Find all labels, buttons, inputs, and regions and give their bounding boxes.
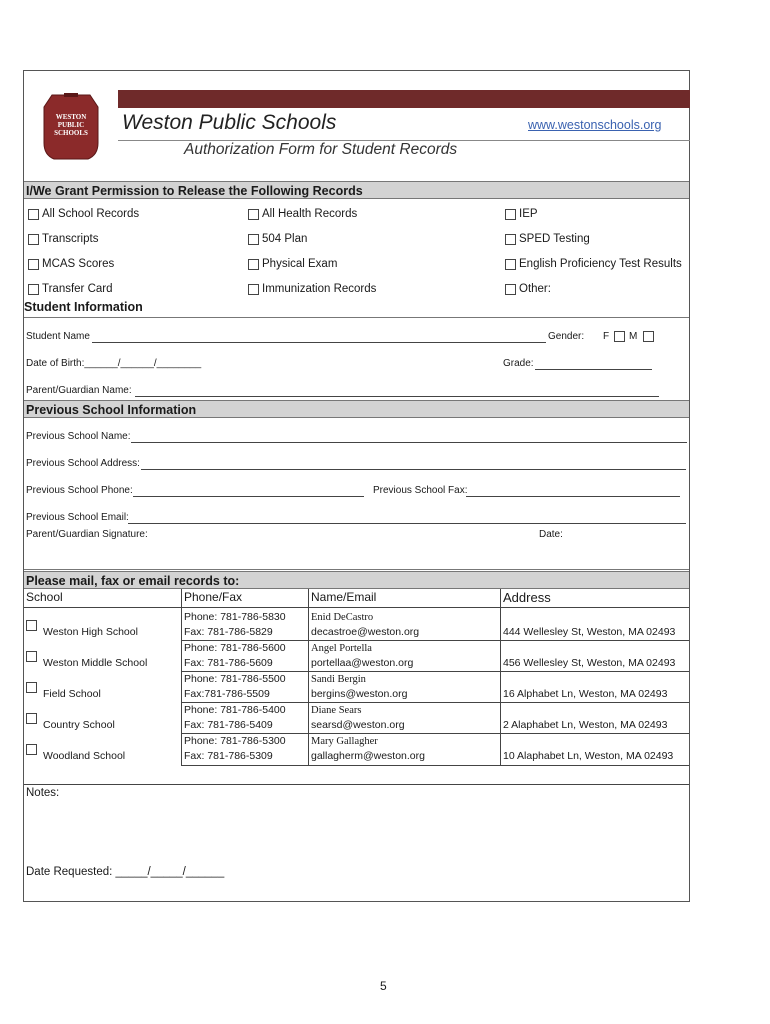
grade-label: Grade:: [503, 358, 534, 369]
table-header-rule: [24, 607, 689, 608]
signature-box-rule: [24, 569, 689, 570]
prev-school-name-field[interactable]: [131, 442, 687, 443]
record-checkbox[interactable]: [28, 209, 39, 220]
record-option-label: All School Records: [42, 208, 140, 220]
contact-email: searsd@weston.org: [311, 719, 405, 731]
school-phone: Phone: 781-786-5300: [184, 735, 286, 747]
table-bottom-rule: [181, 765, 689, 766]
prev-school-fax-field[interactable]: [466, 496, 680, 497]
gender-label: Gender:: [548, 331, 585, 342]
table-col-divider: [181, 589, 182, 766]
record-checkbox[interactable]: [248, 284, 259, 295]
table-col-divider: [500, 589, 501, 766]
record-checkbox[interactable]: [505, 259, 516, 270]
school-name: Weston High School: [43, 626, 138, 638]
school-fax: Fax: 781-786-5409: [184, 719, 273, 731]
school-checkbox[interactable]: [26, 620, 37, 631]
contact-email: gallagherm@weston.org: [311, 750, 425, 762]
form-frame-bottom: [23, 901, 690, 902]
signature-label: Parent/Guardian Signature:: [26, 529, 148, 540]
table-col-divider: [308, 589, 309, 766]
record-checkbox[interactable]: [505, 209, 516, 220]
prev-school-phone-label: Previous School Phone:: [26, 485, 133, 496]
record-checkbox[interactable]: [28, 259, 39, 270]
previous-school-heading: Previous School Information: [24, 400, 689, 418]
contact-email: portellaa@weston.org: [311, 657, 414, 669]
record-option-label: IEP: [519, 208, 538, 220]
page-number: 5: [380, 979, 387, 993]
contact-name: Angel Portella: [311, 643, 372, 654]
prev-school-fax-label: Previous School Fax:: [373, 485, 468, 496]
record-checkbox[interactable]: [248, 234, 259, 245]
student-info-rule: [24, 317, 689, 318]
header-color-bar: [118, 90, 690, 108]
signature-date-label: Date:: [539, 529, 563, 540]
school-address: 10 Alaphabet Ln, Weston, MA 02493: [503, 750, 674, 762]
record-option-label: English Proficiency Test Results: [519, 258, 682, 270]
record-option-label: 504 Plan: [262, 233, 308, 245]
record-option-label: MCAS Scores: [42, 258, 115, 270]
school-checkbox[interactable]: [26, 713, 37, 724]
school-checkbox[interactable]: [26, 744, 37, 755]
school-fax: Fax: 781-786-5309: [184, 750, 273, 762]
school-address: 456 Wellesley St, Weston, MA 02493: [503, 657, 676, 669]
school-address: 444 Wellesley St, Weston, MA 02493: [503, 626, 676, 638]
school-address: 16 Alphabet Ln, Weston, MA 02493: [503, 688, 668, 700]
gender-m-checkbox[interactable]: [643, 331, 654, 342]
record-option-label: Other:: [519, 283, 551, 295]
student-name-field[interactable]: [92, 342, 546, 343]
school-fax: Fax: 781-786-5829: [184, 626, 273, 638]
record-option-label: Immunization Records: [262, 283, 377, 295]
dob-field[interactable]: Date of Birth:______/______/________: [26, 358, 202, 369]
prev-school-address-field[interactable]: [141, 469, 686, 470]
permission-heading: I/We Grant Permission to Release the Following Records: [24, 181, 689, 199]
col-header-name: Name/Email: [311, 590, 377, 604]
school-name: Field School: [43, 688, 101, 700]
gender-m-label: M: [629, 331, 638, 342]
record-option-label: SPED Testing: [519, 233, 590, 245]
contact-name: Mary Gallagher: [311, 736, 378, 747]
record-checkbox[interactable]: [505, 284, 516, 295]
contact-name: Enid DeCastro: [311, 612, 374, 623]
record-checkbox[interactable]: [28, 234, 39, 245]
school-name: Weston Middle School: [43, 657, 148, 669]
contact-name: Diane Sears: [311, 705, 362, 716]
record-checkbox[interactable]: [28, 284, 39, 295]
form-frame-right: [689, 70, 690, 902]
prev-school-email-label: Previous School Email:: [26, 512, 129, 523]
record-option-label: Transcripts: [42, 233, 99, 245]
prev-school-name-label: Previous School Name:: [26, 431, 131, 442]
school-phone: Phone: 781-786-5400: [184, 704, 286, 716]
school-logo: WESTON PUBLIC SCHOOLS: [42, 93, 100, 161]
school-phone: Phone: 781-786-5600: [184, 642, 286, 654]
form-frame-top: [23, 70, 690, 71]
record-option-label: Transfer Card: [42, 283, 113, 295]
parent-name-field[interactable]: [135, 396, 659, 397]
contact-email: decastroe@weston.org: [311, 626, 420, 638]
record-checkbox[interactable]: [248, 209, 259, 220]
student-name-label: Student Name: [26, 331, 90, 342]
record-checkbox[interactable]: [248, 259, 259, 270]
school-checkbox[interactable]: [26, 651, 37, 662]
school-fax: Fax:781-786-5509: [184, 688, 270, 700]
school-name: Woodland School: [43, 750, 126, 762]
col-header-address: Address: [503, 590, 551, 605]
contact-email: bergins@weston.org: [311, 688, 408, 700]
website-link[interactable]: www.westonschools.org: [528, 118, 662, 132]
record-checkbox[interactable]: [505, 234, 516, 245]
page-title: Weston Public Schools: [122, 111, 337, 134]
school-phone: Phone: 781-786-5830: [184, 611, 286, 623]
col-header-phone: Phone/Fax: [184, 590, 243, 604]
school-address: 2 Alaphabet Ln, Weston, MA 02493: [503, 719, 668, 731]
school-name: Country School: [43, 719, 115, 731]
form-subtitle: Authorization Form for Student Records: [184, 141, 458, 158]
date-requested-field[interactable]: Date Requested: _____/_____/______: [26, 866, 225, 878]
prev-school-address-label: Previous School Address:: [26, 458, 140, 469]
school-checkbox[interactable]: [26, 682, 37, 693]
record-option-label: All Health Records: [262, 208, 358, 220]
grade-field[interactable]: [535, 369, 652, 370]
student-info-heading: Student Information: [24, 300, 143, 314]
prev-school-email-field[interactable]: [128, 523, 686, 524]
gender-f-checkbox[interactable]: [614, 331, 625, 342]
prev-school-phone-field[interactable]: [133, 496, 364, 497]
school-fax: Fax: 781-786-5609: [184, 657, 273, 669]
gender-f-label: F: [603, 331, 610, 342]
school-phone: Phone: 781-786-5500: [184, 673, 286, 685]
col-header-school: School: [26, 590, 63, 604]
mail-heading: Please mail, fax or email records to:: [24, 571, 689, 589]
notes-label: Notes:: [26, 787, 60, 799]
record-option-label: Physical Exam: [262, 258, 338, 270]
notes-rule: [24, 784, 689, 785]
contact-name: Sandi Bergin: [311, 674, 366, 685]
parent-name-label: Parent/Guardian Name:: [26, 385, 132, 396]
